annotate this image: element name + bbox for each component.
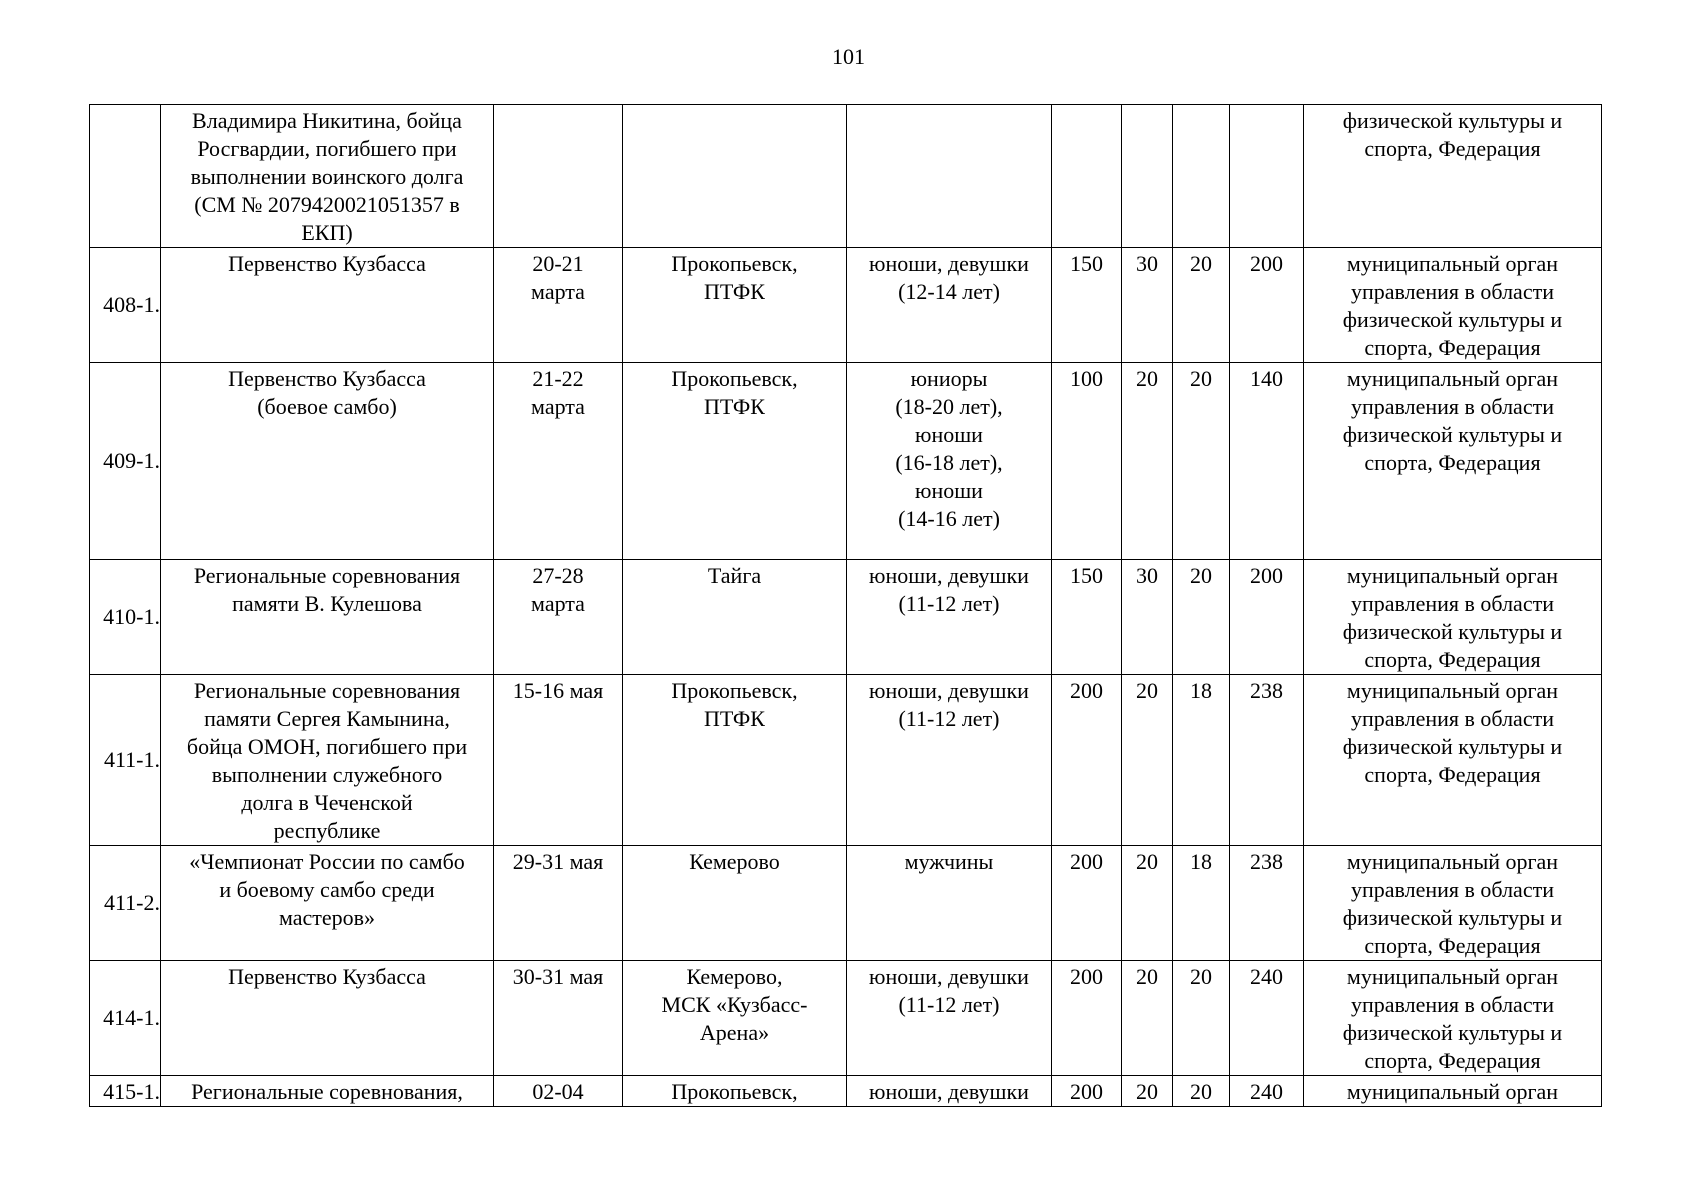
- row-number: [90, 105, 161, 248]
- event-participants: юниоры (18-20 лет), юноши (16-18 лет), юноши (14-16 лет): [847, 363, 1052, 560]
- event-organizer: муниципальный орган управления в области физической культуры и спорта, Федерация: [1304, 560, 1602, 675]
- row-number: 411-1.: [90, 675, 161, 846]
- count-col-1: 200: [1052, 961, 1122, 1076]
- count-col-2: 30: [1122, 248, 1173, 363]
- count-col-2: 20: [1122, 1076, 1173, 1107]
- events-table: [89, 104, 1602, 1107]
- table-row: [90, 961, 1602, 1076]
- count-col-3: 18: [1173, 846, 1230, 961]
- event-date: 15-16 мая: [494, 675, 623, 846]
- row-number: 410-1.: [90, 560, 161, 675]
- count-total: 238: [1230, 846, 1304, 961]
- count-col-1: 150: [1052, 560, 1122, 675]
- event-date: 02-04: [494, 1076, 623, 1107]
- count-col-1: 150: [1052, 248, 1122, 363]
- event-organizer: физической культуры и спорта, Федерация: [1304, 105, 1602, 248]
- count-col-3: 20: [1173, 363, 1230, 560]
- event-participants: юноши, девушки (11-12 лет): [847, 675, 1052, 846]
- event-organizer: муниципальный орган: [1304, 1076, 1602, 1107]
- row-number: 408-1.: [90, 248, 161, 363]
- event-place: [623, 105, 847, 248]
- count-col-2: 30: [1122, 560, 1173, 675]
- count-col-1: 200: [1052, 1076, 1122, 1107]
- count-col-1: [1052, 105, 1122, 248]
- count-total: 200: [1230, 248, 1304, 363]
- event-participants: [847, 105, 1052, 248]
- event-place: Кемерово: [623, 846, 847, 961]
- row-number: 409-1.: [90, 363, 161, 560]
- count-col-1: 200: [1052, 846, 1122, 961]
- event-place: Прокопьевск, ПТФК: [623, 363, 847, 560]
- count-col-3: 18: [1173, 675, 1230, 846]
- count-col-2: 20: [1122, 846, 1173, 961]
- event-place: Кемерово, МСК «Кузбасс- Арена»: [623, 961, 847, 1076]
- count-total: 140: [1230, 363, 1304, 560]
- count-total: 240: [1230, 1076, 1304, 1107]
- event-place: Тайга: [623, 560, 847, 675]
- table-row: [90, 675, 1602, 846]
- count-col-3: [1173, 105, 1230, 248]
- event-place: Прокопьевск, ПТФК: [623, 248, 847, 363]
- event-participants: юноши, девушки (11-12 лет): [847, 560, 1052, 675]
- event-participants: юноши, девушки: [847, 1076, 1052, 1107]
- count-col-3: 20: [1173, 248, 1230, 363]
- event-name: Первенство Кузбасса: [161, 248, 494, 363]
- count-col-2: 20: [1122, 961, 1173, 1076]
- count-col-3: 20: [1173, 961, 1230, 1076]
- event-name: Региональные соревнования памяти В. Кулешова: [161, 560, 494, 675]
- event-organizer: муниципальный орган управления в области физической культуры и спорта, Федерация: [1304, 846, 1602, 961]
- count-col-3: 20: [1173, 1076, 1230, 1107]
- event-place: Прокопьевск,: [623, 1076, 847, 1107]
- event-organizer: муниципальный орган управления в области физической культуры и спорта, Федерация: [1304, 961, 1602, 1076]
- count-col-3: 20: [1173, 560, 1230, 675]
- event-participants: мужчины: [847, 846, 1052, 961]
- count-total: [1230, 105, 1304, 248]
- event-date: 20-21 марта: [494, 248, 623, 363]
- count-col-1: 100: [1052, 363, 1122, 560]
- event-date: 21-22 марта: [494, 363, 623, 560]
- event-date: 30-31 мая: [494, 961, 623, 1076]
- count-col-2: 20: [1122, 363, 1173, 560]
- count-col-2: [1122, 105, 1173, 248]
- event-name: Региональные соревнования,: [161, 1076, 494, 1107]
- row-number: 415-1.: [90, 1076, 161, 1107]
- event-name: Первенство Кузбасса (боевое самбо): [161, 363, 494, 560]
- table-row: [90, 846, 1602, 961]
- count-total: 238: [1230, 675, 1304, 846]
- event-name: «Чемпионат России по самбо и боевому самбо среди мастеров»: [161, 846, 494, 961]
- table-row: [90, 1076, 1602, 1107]
- event-participants: юноши, девушки (11-12 лет): [847, 961, 1052, 1076]
- event-organizer: муниципальный орган управления в области физической культуры и спорта, Федерация: [1304, 363, 1602, 560]
- event-date: [494, 105, 623, 248]
- event-organizer: муниципальный орган управления в области физической культуры и спорта, Федерация: [1304, 248, 1602, 363]
- event-name: Региональные соревнования памяти Сергея Камынина, бойца ОМОН, погибшего при выполнении служебного долга в Чеченской республике: [161, 675, 494, 846]
- row-number: 414-1.: [90, 961, 161, 1076]
- event-date: 29-31 мая: [494, 846, 623, 961]
- table-row: [90, 560, 1602, 675]
- count-col-1: 200: [1052, 675, 1122, 846]
- event-place: Прокопьевск, ПТФК: [623, 675, 847, 846]
- table-row: [90, 105, 1602, 248]
- event-name: Владимира Никитина, бойца Росгвардии, погибшего при выполнении воинского долга (СМ № 2079420021051357 в ЕКП): [161, 105, 494, 248]
- table-row: [90, 363, 1602, 560]
- event-organizer: муниципальный орган управления в области физической культуры и спорта, Федерация: [1304, 675, 1602, 846]
- event-date: 27-28 марта: [494, 560, 623, 675]
- event-participants: юноши, девушки (12-14 лет): [847, 248, 1052, 363]
- row-number: 411-2.: [90, 846, 161, 961]
- page-number: 101: [832, 44, 865, 69]
- count-col-2: 20: [1122, 675, 1173, 846]
- count-total: 200: [1230, 560, 1304, 675]
- event-name: Первенство Кузбасса: [161, 961, 494, 1076]
- table-row: [90, 248, 1602, 363]
- count-total: 240: [1230, 961, 1304, 1076]
